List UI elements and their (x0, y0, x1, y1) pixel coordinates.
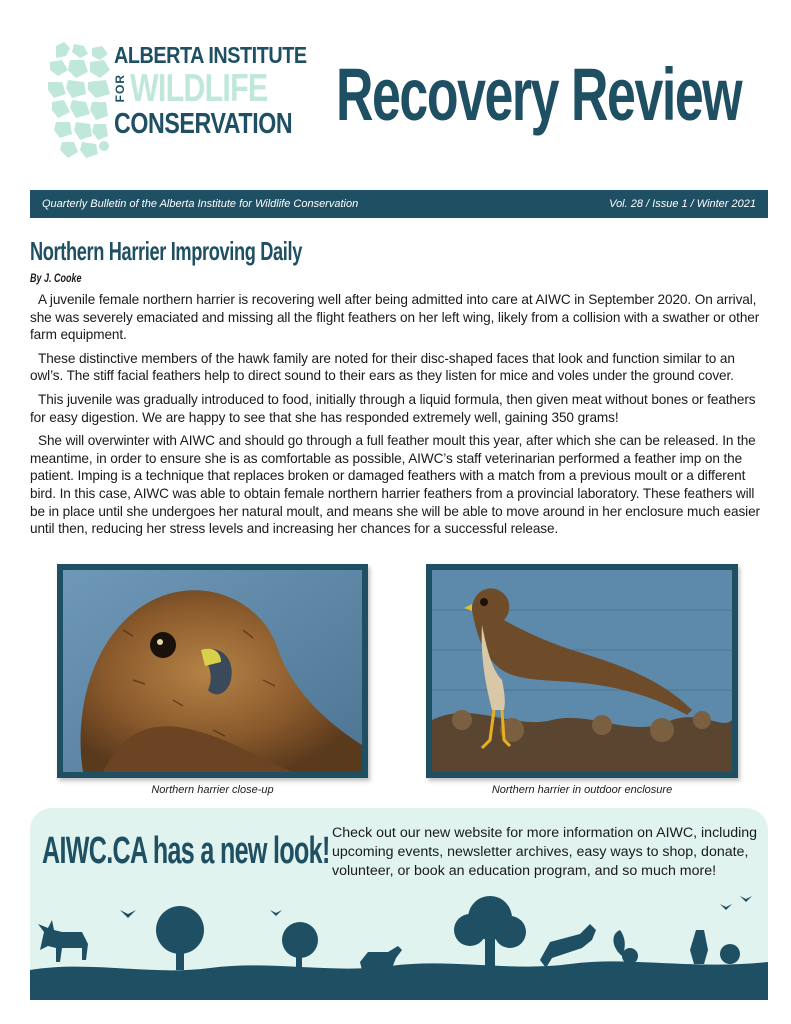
article-headline: Northern Harrier Improving Daily (30, 236, 302, 266)
wildlife-collage-logo-icon (46, 42, 112, 160)
article-paragraph: A juvenile female northern harrier is recovering well after being admitted into care at AIWC in September 2020. On arrival, she was severely emaciated and missing all the flight feathers on her left wing, likely from a collision with a swather or other farm equipment. (30, 292, 760, 343)
logo-wordmark (113, 42, 307, 140)
issue-info: Vol. 28 / Issue 1 / Winter 2021 (609, 198, 756, 210)
photo-caption: Northern harrier in outdoor enclosure (491, 784, 673, 796)
website-promo-banner (30, 808, 768, 1000)
photo-caption: Northern harrier close-up (151, 784, 274, 796)
harrier-head-image (63, 570, 362, 772)
article-paragraph: This juvenile was gradually introduced to food, initially through a liquid formula, then given meat without bones or feathers for easy digestion. We are happy to see that she has responded extremely well, gaining 350 grams! (30, 391, 756, 425)
article-paragraph: She will overwinter with AIWC and should go through a full feather moult this year, after which she can be released. In the meantime, in order to ensure she is as comfortable as possible, AIWC’s staff veterinarian performed a feather imp on the patient. Imping is a technique that replaces broken or damaged feathers with a match from a previous moult or a different bird. In this case, AIWC was able to obtain female northern harrier feathers from a provincial laboratory. These feathers will be in place until she undergoes her natural moult, and means she will be able to move around in her enclosure much easier until then, reducing her stress levels and increasing her chances for a successful release. (30, 433, 760, 537)
promo-text: Check out our new website for more information on AIWC, including upcoming events, newsletter archives, easy ways to shop, donate, volunteer, or book an education program, and so much more! (332, 825, 758, 879)
bulletin-description: Quarterly Bulletin of the Alberta Institute for Wildlife Conservation (42, 198, 359, 210)
logo-line-alberta-institute: ALBERTA INSTITUTE (114, 42, 307, 68)
harrier-enclosure-photo (426, 564, 738, 778)
bulletin-bar (30, 190, 768, 218)
harrier-closeup-photo (57, 564, 368, 778)
promo-headline: AIWC.CA has a new look! (42, 830, 330, 872)
article (30, 236, 768, 538)
article-byline: By J. Cooke (30, 271, 82, 285)
wildlife-silhouette-icon (30, 890, 768, 1000)
logo-conservation: CONSERVATION (114, 108, 293, 140)
masthead (0, 0, 791, 190)
logo-for: FOR (113, 74, 127, 103)
newsletter-title: Recovery Review (336, 53, 742, 136)
logo-wildlife: WILDLIFE (130, 67, 268, 110)
harrier-perched-image (432, 570, 732, 772)
article-paragraph: These distinctive members of the hawk family are noted for their disc-shaped faces that look and function similar to an owl’s. The stiff facial feathers help to direct sound to their ears as they listen for mice and voles under the ground cover. (30, 350, 735, 384)
